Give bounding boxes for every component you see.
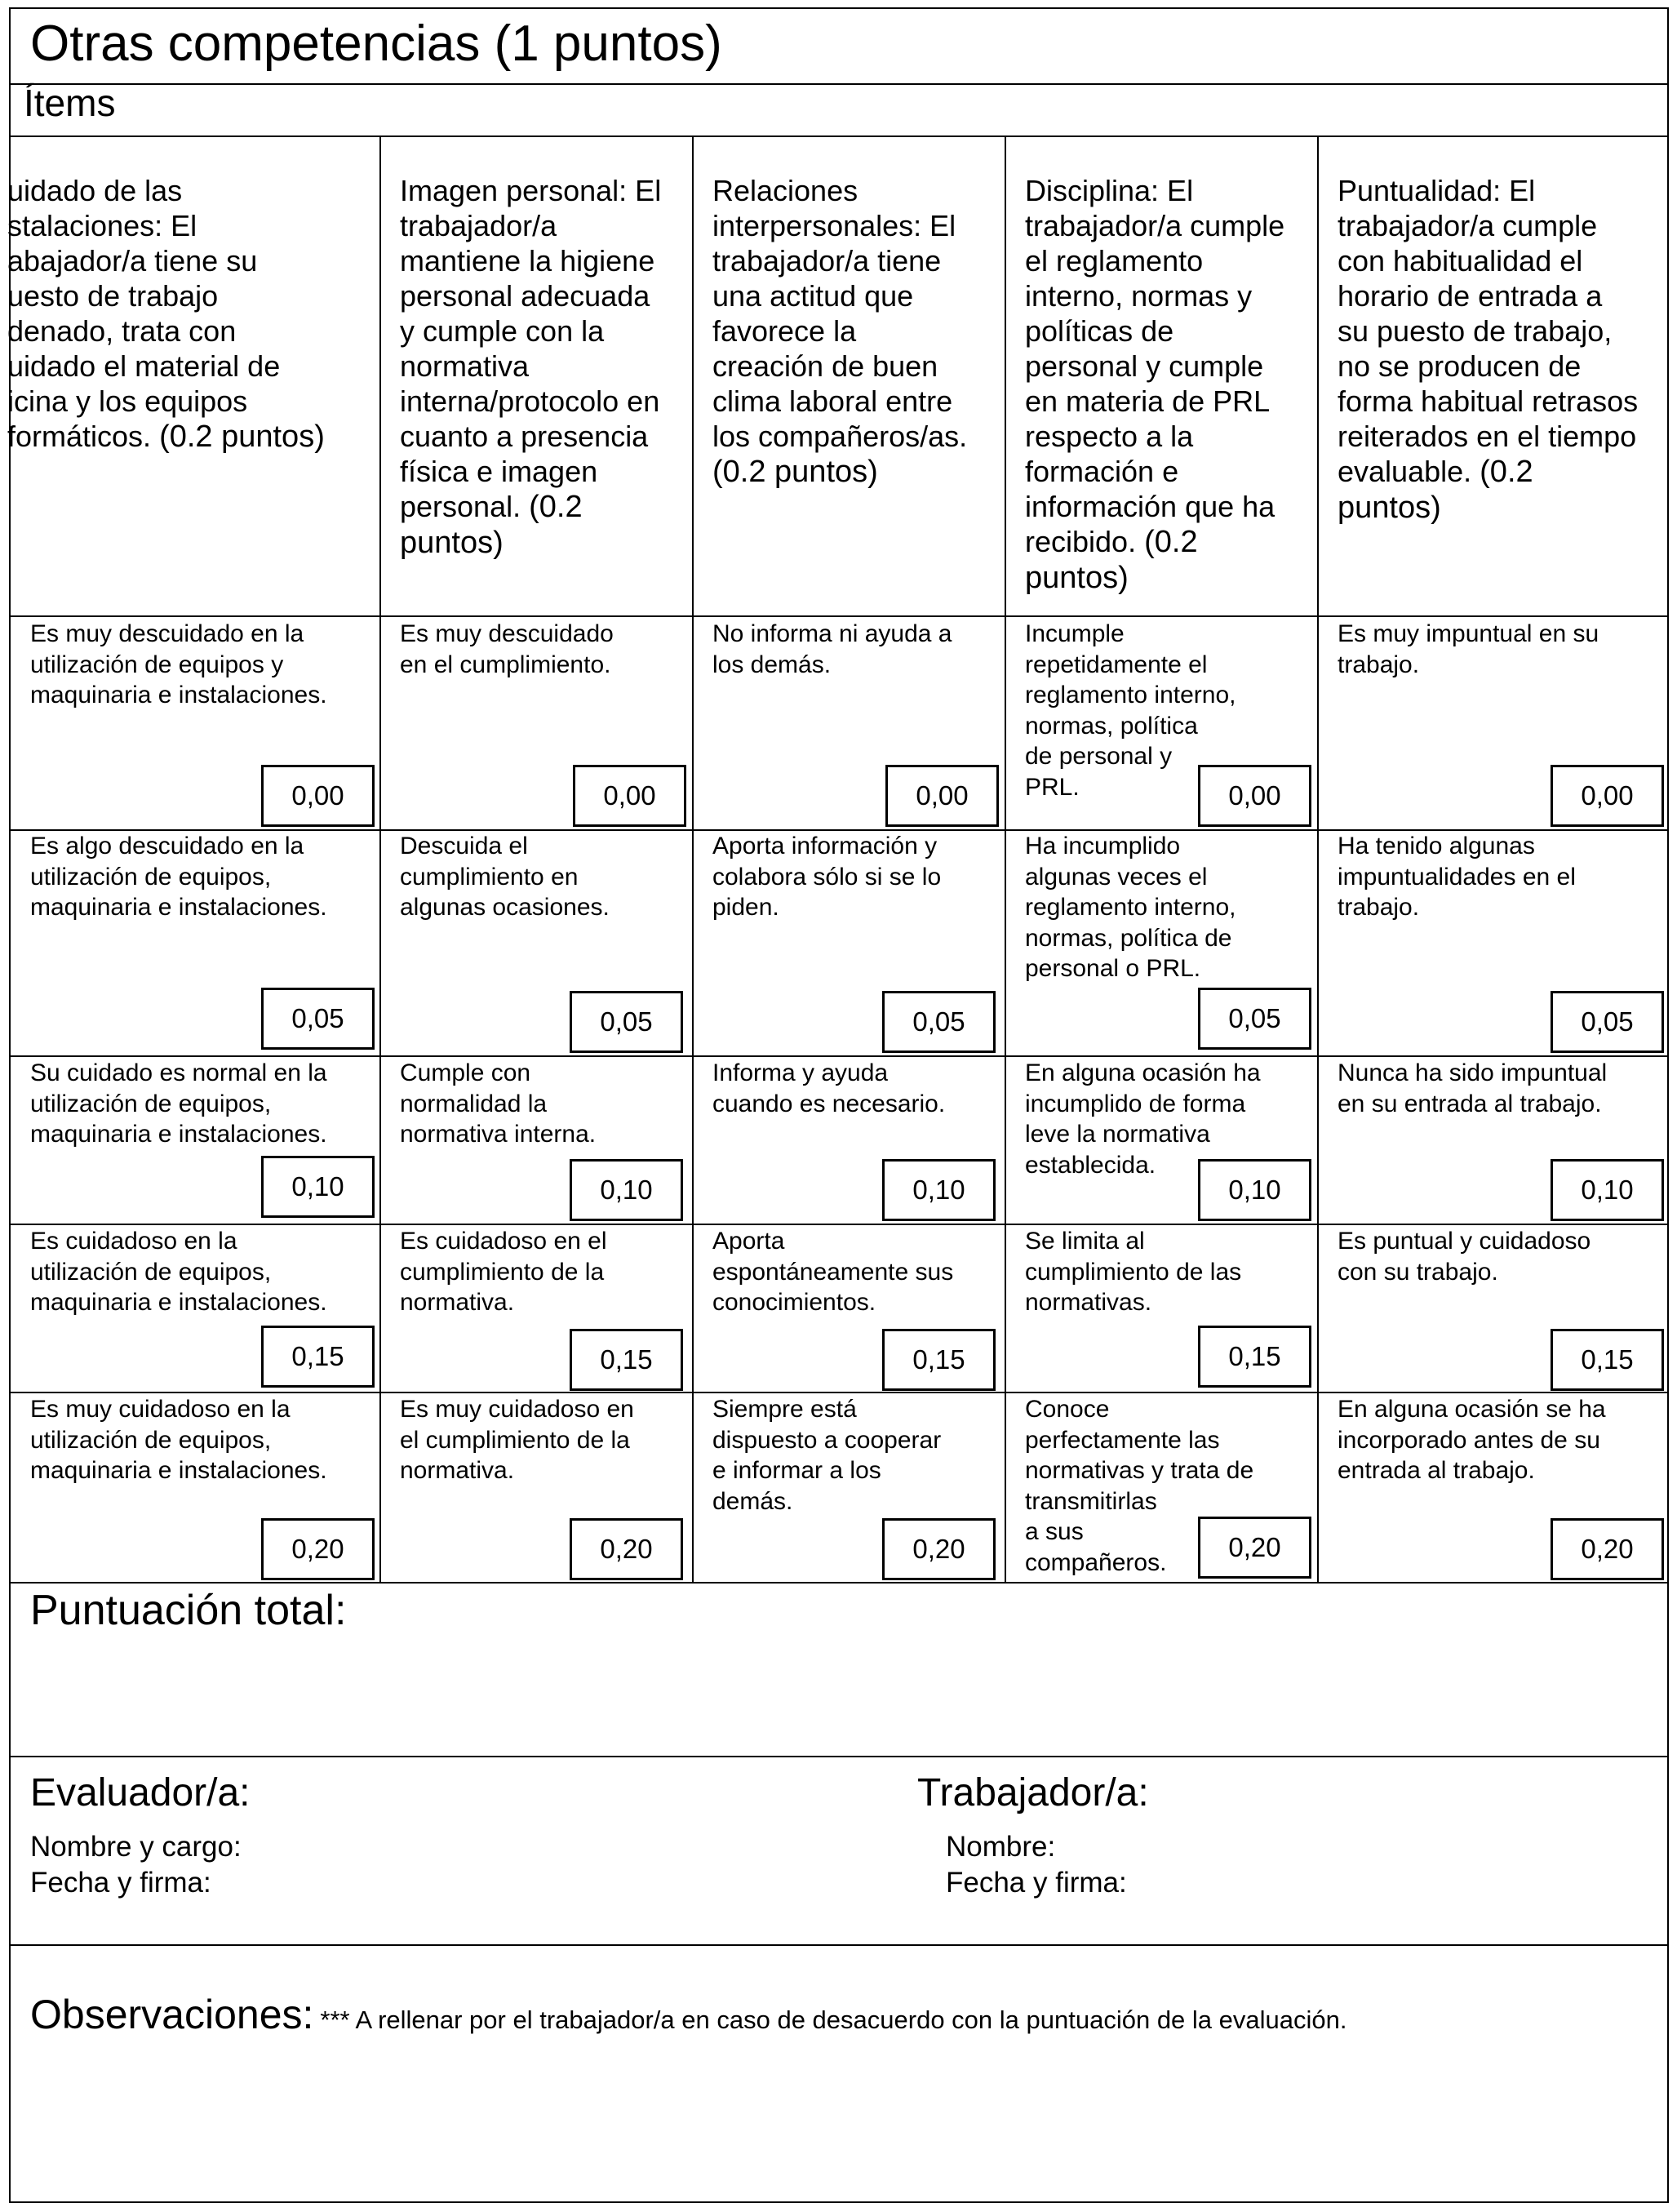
score-box[interactable]: 0,15 <box>570 1329 683 1391</box>
header-text: uidado de las stalaciones: El abajador/a tiene su uesto de trabajo denado, trata con uidado el material de icina y los equipos formáticos. <box>7 174 281 453</box>
column-header <box>1025 138 1311 596</box>
level-description: Es muy impuntual en su trabajo. <box>1338 620 1599 678</box>
level-description: Es puntual y cuidadoso con su trabajo. <box>1338 1228 1591 1286</box>
level-description: Ha tenido algunas impuntualidades en el trabajo. <box>1338 833 1576 921</box>
divider <box>11 1392 1667 1393</box>
level-description: Aporta espontáneamente sus conocimientos. <box>712 1228 954 1316</box>
divider <box>11 1582 1667 1583</box>
header-points: (0.2 puntos) <box>1025 525 1198 595</box>
level-description: Es algo descuidado en la utilización de equipos, maquinaria e instalaciones. <box>30 833 327 921</box>
score-box[interactable]: 0,05 <box>882 991 996 1053</box>
score-box[interactable]: 0,00 <box>885 765 999 827</box>
column-header <box>7 138 373 455</box>
evaluator-title: Evaluador/a: <box>30 1771 251 1814</box>
level-description: Aporta información y colabora sólo si se lo piden. <box>712 833 942 921</box>
level-description: Es cuidadoso en el cumplimiento de la normativa. <box>400 1228 607 1316</box>
score-box[interactable]: 0,15 <box>882 1329 996 1391</box>
level-description: Descuida el cumplimiento en algunas ocasiones. <box>400 833 610 921</box>
header-points: (0.2 puntos) <box>159 420 325 454</box>
score-box[interactable]: 0,20 <box>1551 1518 1664 1580</box>
score-box[interactable]: 0,10 <box>570 1159 683 1221</box>
score-box[interactable]: 0,15 <box>1551 1329 1664 1391</box>
divider <box>692 135 694 1582</box>
score-box[interactable]: 0,00 <box>261 765 375 827</box>
level-description: En alguna ocasión ha incumplido de forma leve la normativa establecida. <box>1025 1059 1261 1179</box>
level-description: No informa ni ayuda a los demás. <box>712 620 952 678</box>
level-description: Es muy descuidado en el cumplimiento. <box>400 620 614 678</box>
level-description: Incumple repetidamente el reglamento interno, normas, política de personal y PRL. <box>1025 620 1236 801</box>
header-text: Imagen personal: El trabajador/a mantiene la higiene personal adecuada y cumple con la normativa interna/protocolo en cuanto a presencia física e imagen personal. <box>400 174 662 523</box>
observations-header <box>30 1991 1346 2038</box>
score-box[interactable]: 0,10 <box>261 1156 375 1218</box>
level-description: Es muy cuidadoso en el cumplimiento de la normativa. <box>400 1396 634 1484</box>
divider <box>11 1055 1667 1057</box>
score-box[interactable]: 0,20 <box>261 1518 375 1580</box>
divider <box>11 135 1667 137</box>
level-description: Nunca ha sido impuntual en su entrada al trabajo. <box>1338 1059 1608 1117</box>
score-box[interactable]: 0,20 <box>882 1518 996 1580</box>
page-title: Otras competencias (1 puntos) <box>30 16 722 72</box>
evaluator-fields: Nombre y cargo: Fecha y firma: <box>30 1831 242 1899</box>
score-box[interactable]: 0,05 <box>570 991 683 1053</box>
worker-fields: Nombre: Fecha y firma: <box>946 1831 1127 1899</box>
column-header <box>1338 138 1664 526</box>
level-description: Es muy cuidadoso en la utilización de equipos, maquinaria e instalaciones. <box>30 1396 327 1484</box>
score-box[interactable]: 0,05 <box>1198 988 1311 1050</box>
header-text: Relaciones interpersonales: El trabajador/a tiene una actitud que favorece la creación de buen clima laboral entre los compañeros/as. <box>712 174 968 453</box>
level-description: Ha incumplido algunas veces el reglamento interno, normas, política de personal o PRL. <box>1025 833 1236 982</box>
score-box[interactable]: 0,20 <box>1198 1517 1311 1579</box>
items-label: Ítems <box>24 82 116 124</box>
score-box[interactable]: 0,10 <box>1198 1159 1311 1221</box>
score-box[interactable]: 0,00 <box>573 765 686 827</box>
divider <box>1005 135 1006 1582</box>
divider <box>11 1756 1667 1757</box>
score-box[interactable]: 0,05 <box>261 988 375 1050</box>
header-text: Disciplina: El trabajador/a cumple el reglamento interno, normas y políticas de personal y cumple en materia de PRL respecto a la formación e información que ha recibido. <box>1025 174 1285 558</box>
level-description: Es cuidadoso en la utilización de equipos, maquinaria e instalaciones. <box>30 1228 327 1316</box>
observations-title: Observaciones: <box>30 1992 314 2037</box>
score-box[interactable]: 0,20 <box>570 1518 683 1580</box>
divider <box>11 83 1667 85</box>
column-header <box>712 138 998 490</box>
score-box[interactable]: 0,15 <box>261 1326 375 1388</box>
divider <box>11 615 1667 617</box>
divider <box>11 1224 1667 1225</box>
worker-title: Trabajador/a: <box>917 1771 1149 1814</box>
column-header <box>400 138 685 561</box>
divider <box>1317 135 1319 1582</box>
level-description: En alguna ocasión se ha incorporado antes de su entrada al trabajo. <box>1338 1396 1606 1484</box>
score-box[interactable]: 0,00 <box>1198 765 1311 827</box>
score-box[interactable]: 0,15 <box>1198 1326 1311 1388</box>
header-points: (0.2 puntos) <box>712 455 878 489</box>
score-box[interactable]: 0,00 <box>1551 765 1664 827</box>
total-score-label: Puntuación total: <box>30 1587 347 1634</box>
level-description: Siempre está dispuesto a cooperar e informar a los demás. <box>712 1396 942 1515</box>
level-description: Se limita al cumplimiento de las normativas. <box>1025 1228 1242 1316</box>
level-description: Su cuidado es normal en la utilización de equipos, maquinaria e instalaciones. <box>30 1059 327 1148</box>
divider <box>11 1944 1667 1946</box>
level-description: Es muy descuidado en la utilización de equipos y maquinaria e instalaciones. <box>30 620 327 708</box>
score-box[interactable]: 0,10 <box>882 1159 996 1221</box>
score-box[interactable]: 0,10 <box>1551 1159 1664 1221</box>
score-box[interactable]: 0,05 <box>1551 991 1664 1053</box>
level-description: Informa y ayuda cuando es necesario. <box>712 1059 946 1117</box>
observations-note: *** A rellenar por el trabajador/a en caso de desacuerdo con la puntuación de la evaluación. <box>320 2005 1347 2034</box>
header-points: (0.2 puntos) <box>1338 455 1533 525</box>
header-text: Puntualidad: El trabajador/a cumple con habitualidad el horario de entrada a su puesto de trabajo, no se producen de forma habitual retrasos reiterados en el tiempo evaluable. <box>1338 174 1639 488</box>
evaluation-form <box>9 7 1669 2203</box>
level-description: Conoce perfectamente las normativas y trata de transmitirlas a sus compañeros. <box>1025 1396 1254 1576</box>
header-points: (0.2 puntos) <box>400 490 583 560</box>
divider <box>379 135 381 1582</box>
level-description: Cumple con normalidad la normativa interna. <box>400 1059 597 1148</box>
